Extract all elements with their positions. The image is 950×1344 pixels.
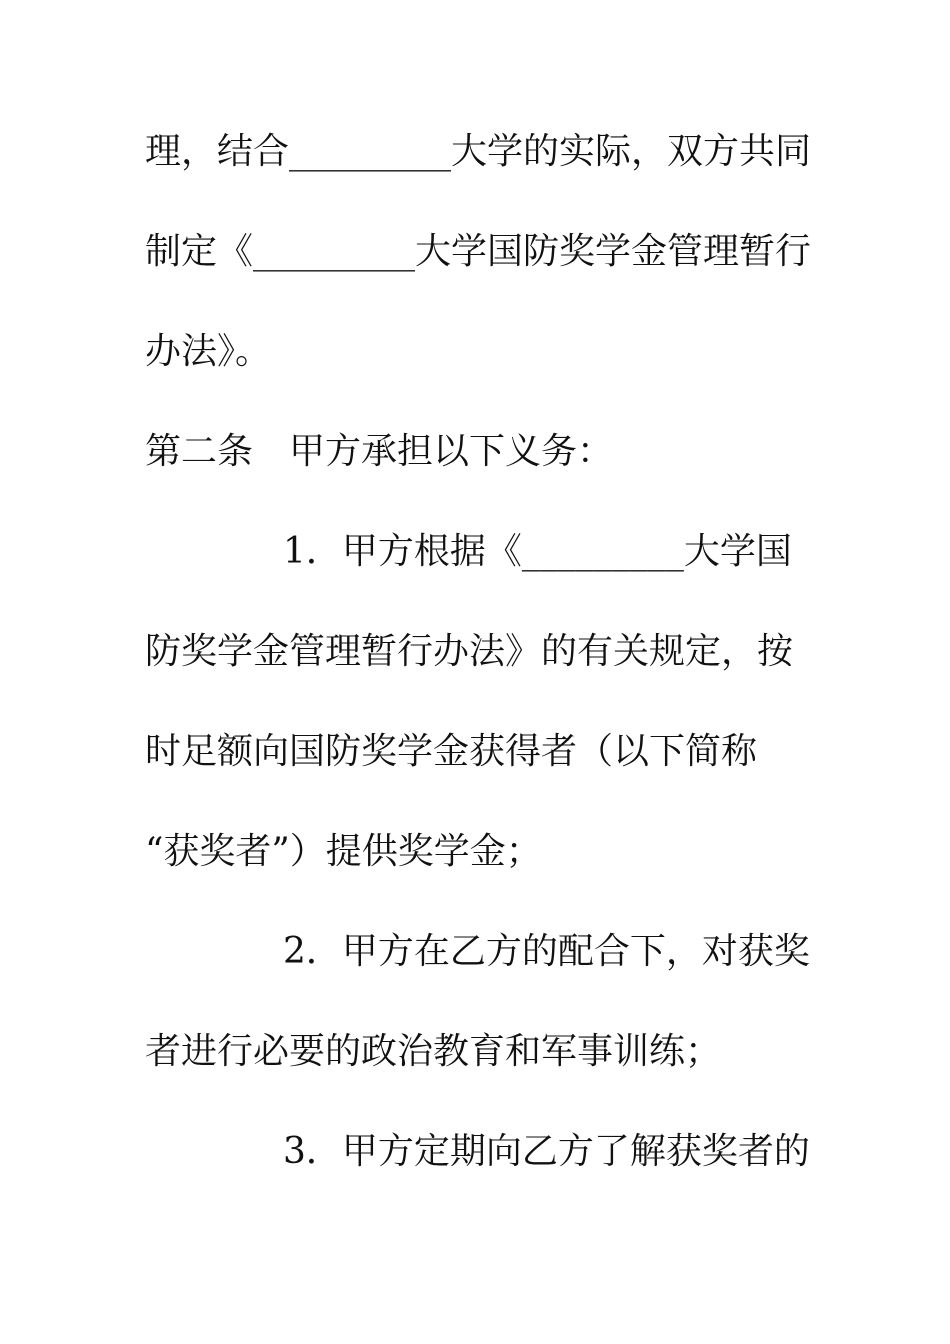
list-item-1-line-1: 1．甲方根据《_________大学国 [283, 531, 792, 572]
list-item-1-line-4: “获奖者”）提供奖学金； [145, 831, 542, 872]
list-item-2-line-2: 者进行必要的政治教育和军事训练； [145, 1031, 722, 1072]
text-line-3: 办法》。 [145, 331, 272, 372]
article-heading: 第二条 甲方承担以下义务： [145, 431, 614, 472]
text-line-2: 制定《_________大学国防奖学金管理暂行 [145, 231, 812, 272]
list-item-1-line-2: 防奖学金管理暂行办法》的有关规定，按 [145, 631, 794, 672]
text-line-1: 理，结合_________大学的实际，双方共同 [145, 131, 812, 172]
list-item-3-line-1: 3．甲方定期向乙方了解获奖者的 [283, 1131, 810, 1172]
list-item-2-line-1: 2．甲方在乙方的配合下，对获奖 [283, 931, 810, 972]
list-item-1-line-3: 时足额向国防奖学金获得者（以下简称 [145, 731, 758, 772]
